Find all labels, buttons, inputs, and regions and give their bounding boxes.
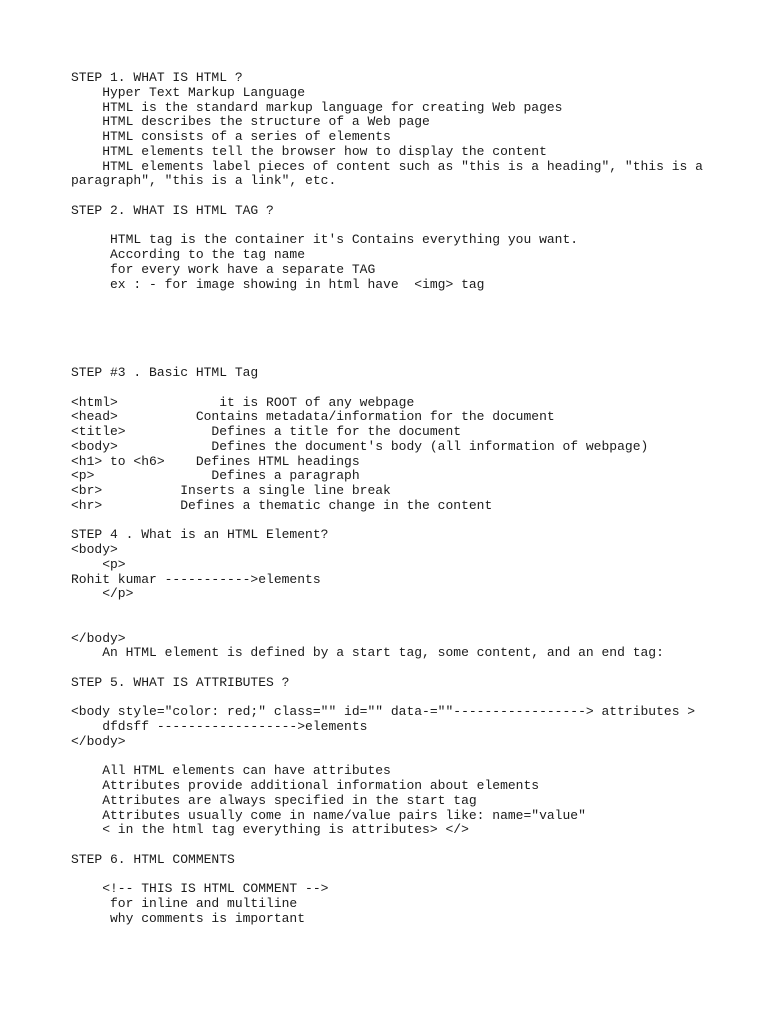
blank-line: [71, 381, 751, 396]
text-line: HTML describes the structure of a Web page: [71, 114, 430, 130]
text-line: HTML consists of a series of elements: [71, 129, 391, 144]
blank-line: [71, 691, 751, 706]
text-line: </body>: [71, 733, 126, 749]
blank-line: [71, 322, 751, 337]
text-line: <body> Defines the document's body (all information of webpage): [71, 438, 649, 454]
text-line: All HTML elements can have attributes: [71, 763, 391, 779]
text-line: HTML elements label pieces of content such as "this is a heading", "this is a: [71, 158, 703, 174]
blank-line: [71, 351, 751, 366]
blank-line: [71, 189, 751, 204]
text-line: An HTML element is defined by a start tag, some content, and an end tag:: [71, 645, 664, 661]
text-line: <br> Inserts a single line break: [71, 483, 391, 498]
text-line: dfdsff ------------------>elements: [71, 719, 368, 734]
text-line: <p>: [71, 556, 126, 572]
text-line: for every work have a separate TAG: [71, 261, 376, 277]
blank-line: [71, 750, 751, 765]
text-line: <hr> Defines a thematic change in the content: [71, 497, 493, 513]
blank-line: [71, 337, 751, 352]
text-line: </p>: [71, 586, 134, 602]
text-line: <title> Defines a title for the document: [71, 424, 462, 439]
text-line: Attributes provide additional information about elements: [71, 778, 540, 793]
blank-line: [71, 219, 751, 234]
text-line: Hyper Text Markup Language: [71, 84, 306, 100]
blank-line: [71, 292, 751, 307]
text-line: <body style="color: red;" class="" id="" data-=""-----------------> attributes >: [71, 704, 696, 720]
blank-line: [71, 514, 751, 529]
text-line: According to the tag name: [71, 247, 306, 262]
text-line: <h1> to <h6> Defines HTML headings: [71, 453, 360, 469]
text-line: STEP 1. WHAT IS HTML ?: [71, 70, 243, 85]
text-line: <html> it is ROOT of any webpage: [71, 394, 415, 410]
text-line: <head> Contains metadata/information for the document: [71, 409, 555, 425]
text-line: Attributes are always specified in the start tag: [71, 792, 477, 808]
blank-line: [71, 617, 751, 632]
text-line: STEP 5. WHAT IS ATTRIBUTES ?: [71, 674, 290, 690]
text-line: why comments is important: [71, 910, 306, 926]
text-line: HTML tag is the container it's Contains everything you want.: [71, 232, 579, 248]
blank-line: [71, 868, 751, 883]
text-line: STEP 4 . What is an HTML Element?: [71, 527, 329, 543]
text-line: paragraph", "this is a link", etc.: [71, 173, 337, 189]
blank-line: [71, 838, 751, 853]
text-line: Rohit kumar ----------->elements: [71, 571, 321, 587]
text-line: <body>: [71, 542, 118, 557]
text-line: STEP 6. HTML COMMENTS: [71, 851, 235, 867]
text-line: Attributes usually come in name/value pairs like: name="value": [71, 807, 586, 823]
text-line: <!-- THIS IS HTML COMMENT -->: [71, 881, 329, 897]
text-line: for inline and multiline: [71, 896, 298, 911]
text-line: HTML is the standard markup language for creating Web pages: [71, 99, 563, 115]
text-line: ex : - for image showing in html have <img> tag: [71, 276, 485, 292]
text-line: < in the html tag everything is attributes> </>: [71, 822, 469, 838]
text-line: <p> Defines a paragraph: [71, 468, 360, 484]
text-line: HTML elements tell the browser how to display the content: [71, 143, 547, 159]
text-line: </body>: [71, 630, 126, 646]
text-line: STEP 2. WHAT IS HTML TAG ?: [71, 202, 274, 218]
blank-line: [71, 307, 751, 322]
blank-line: [71, 661, 751, 676]
document-page: [71, 71, 751, 927]
text-line: STEP #3 . Basic HTML Tag: [71, 365, 259, 380]
blank-line: [71, 602, 751, 617]
